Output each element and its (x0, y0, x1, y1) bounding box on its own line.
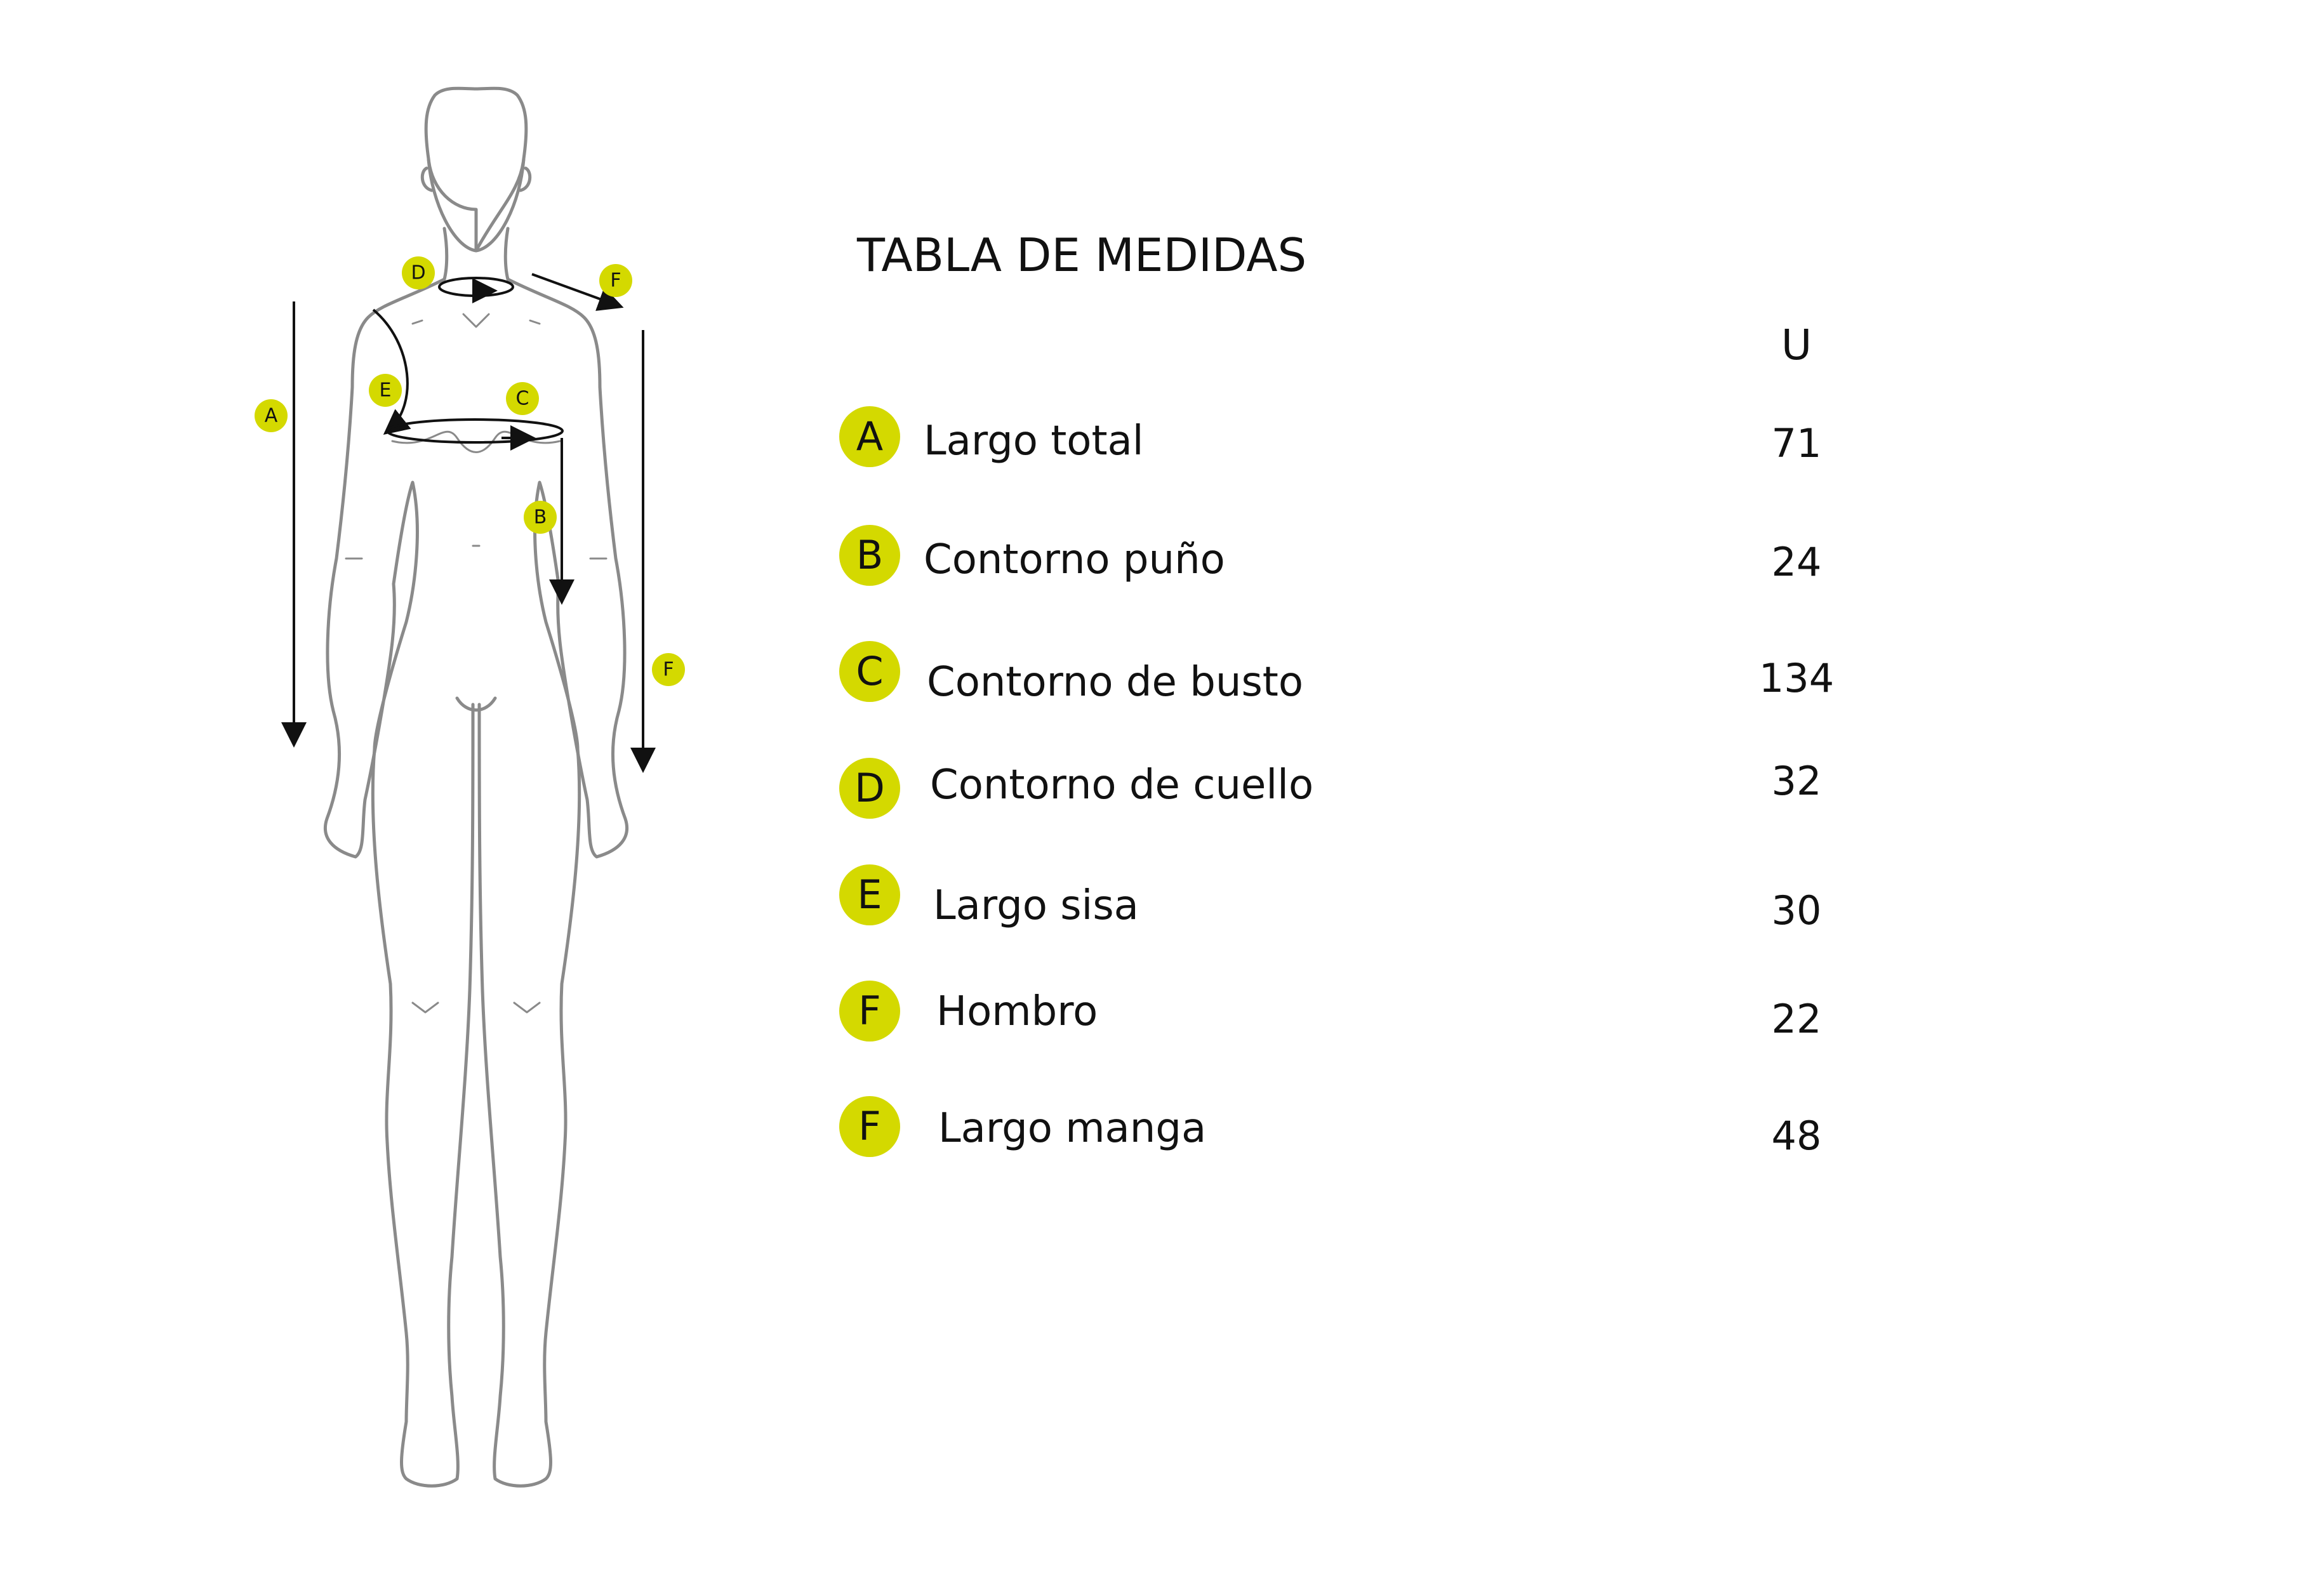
measurement-value: 24 (1771, 539, 1822, 585)
measurement-value: 32 (1771, 758, 1822, 804)
marker-f-sleeve-text: F (663, 658, 674, 681)
measurement-label: Hombro (936, 988, 1098, 1035)
measurement-row (0, 641, 2324, 711)
marker-c-text: C (515, 387, 529, 410)
measurement-letter-badge: D (839, 758, 900, 819)
measurement-row (0, 1096, 2324, 1166)
measurement-row (0, 981, 2324, 1050)
marker-b-text: B (533, 506, 547, 529)
measurement-label: Largo sisa (933, 882, 1139, 929)
measurement-label: Contorno puño (924, 536, 1225, 583)
measurement-letter-badge: C (839, 641, 900, 702)
marker-d-text: D (411, 261, 426, 284)
marker-a-text: A (264, 404, 278, 427)
measurement-label: Contorno de busto (927, 659, 1304, 706)
measurement-value: 134 (1758, 655, 1835, 701)
measurement-letter-badge: F (839, 1096, 900, 1157)
measurement-letter-badge: A (839, 406, 900, 467)
measurement-row (0, 864, 2324, 934)
measurement-letter-badge: B (839, 525, 900, 586)
page-title: TABLA DE MEDIDAS (857, 228, 1307, 282)
measurement-label: Largo manga (938, 1105, 1207, 1152)
measure-d-neck-ellipse (439, 278, 513, 296)
measurement-row (0, 406, 2324, 476)
measurement-value: 30 (1771, 887, 1822, 934)
measurement-value: 48 (1771, 1113, 1822, 1159)
measurement-letter-badge: F (839, 981, 900, 1042)
marker-f-shoulder-text: F (610, 269, 621, 292)
measurement-row (0, 525, 2324, 595)
marker-e-text: E (379, 379, 392, 402)
measurement-letter-badge: E (839, 864, 900, 925)
measurement-label: Contorno de cuello (930, 762, 1314, 809)
measurement-label: Largo total (924, 418, 1144, 465)
measurement-row (0, 755, 2324, 825)
head-outline (426, 88, 526, 251)
measurement-value: 22 (1771, 996, 1822, 1042)
column-header-u: U (1781, 321, 1812, 369)
measurement-value: 71 (1771, 420, 1822, 466)
